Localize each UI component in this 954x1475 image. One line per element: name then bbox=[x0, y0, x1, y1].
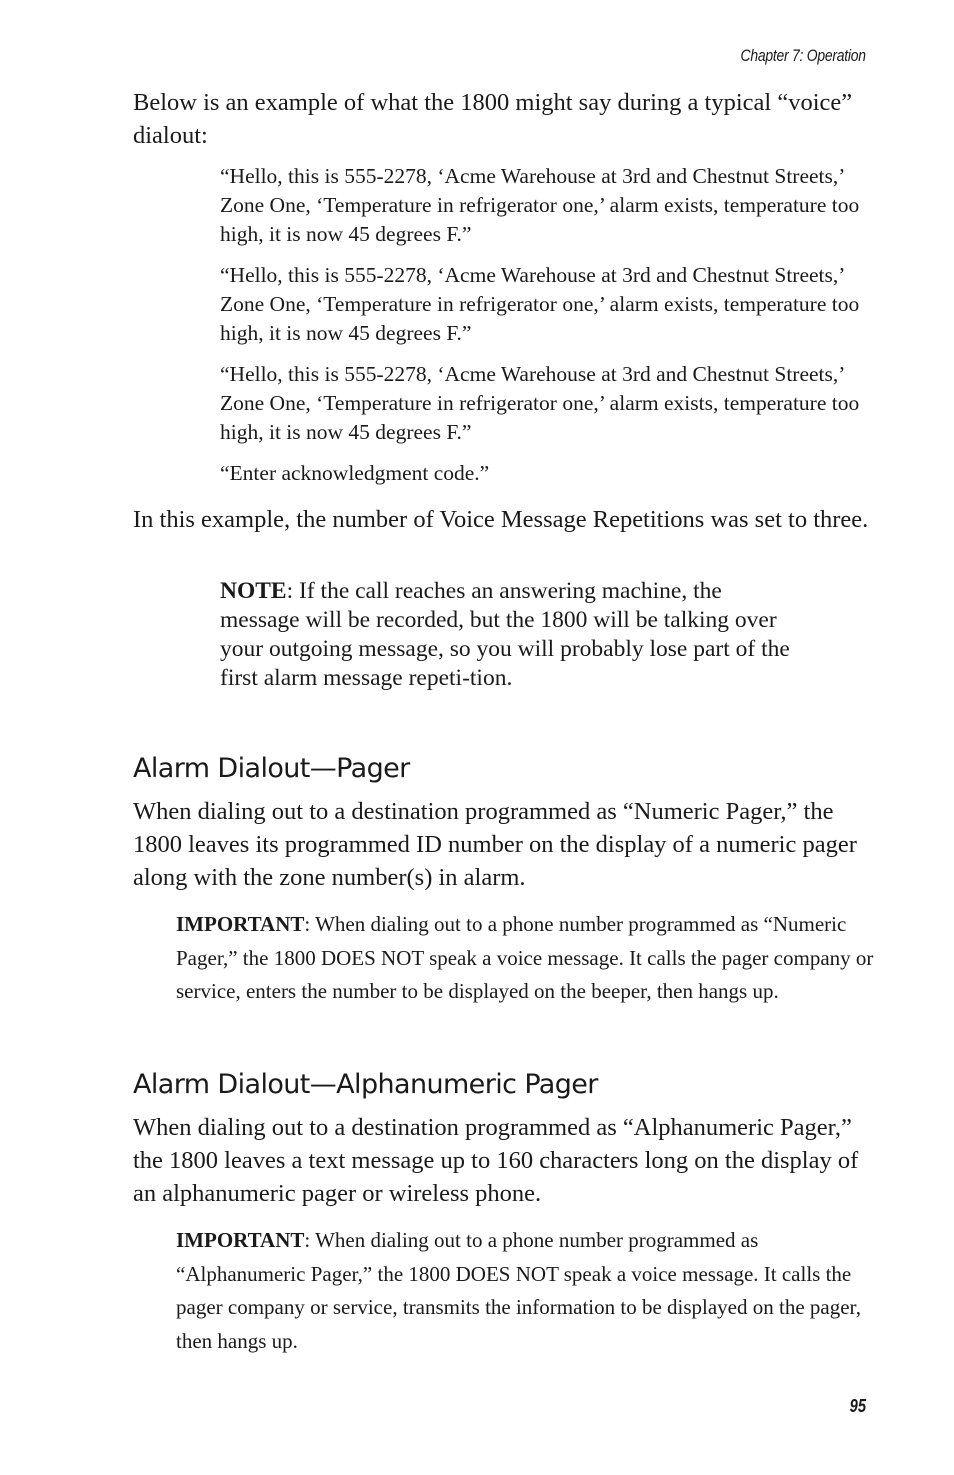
important-label: IMPORTANT bbox=[176, 1228, 305, 1252]
pager-paragraph: When dialing out to a destination programmed as “Numeric Pager,” the 1800 leaves its programmed ID number on the display of a numeric pager along with the zone number(s) in alarm. bbox=[133, 798, 857, 891]
note-block bbox=[220, 577, 790, 693]
voice-quote-1: “Hello, this is 555-2278, ‘Acme Warehouse at 3rd and Chestnut Streets,’ Zone One, ‘Temperature in refrigerator one,’ alarm exists, temperature too high, it is now 45 degrees F.” bbox=[220, 164, 860, 246]
heading-alarm-dialout-alphanumeric-pager: Alarm Dialout—Alphanumeric Pager bbox=[133, 1069, 598, 1100]
important-text: : When dialing out to a phone number programmed as “Alphanumeric Pager,” the 1800 DOES NOT speak a voice message. It calls the pager company or service, transmits the information to be displayed on the pager, then hangs up. bbox=[176, 1228, 861, 1353]
note-label: NOTE bbox=[220, 578, 287, 604]
running-head: Chapter 7: Operation bbox=[740, 46, 866, 65]
alphanumeric-important-block bbox=[176, 1224, 876, 1358]
intro-paragraph: Below is an example of what the 1800 might say during a typical “voice” dialout: bbox=[133, 89, 853, 149]
alphanumeric-paragraph: When dialing out to a destination programmed as “Alphanumeric Pager,” the 1800 leaves a text message up to 160 characters long on the display of an alphanumeric pager or wireless phone. bbox=[133, 1114, 859, 1207]
pager-important-block bbox=[176, 908, 876, 1009]
important-text: : When dialing out to a phone number programmed as “Numeric Pager,” the 1800 DOES NOT speak a voice message. It calls the pager company or service, enters the number to be displayed on the beeper, then hangs up. bbox=[176, 912, 874, 1003]
note-text: : If the call reaches an answering machine, the message will be recorded, but the 1800 will be talking over your outgoing message, so you will probably lose part of the first alarm message repeti-tion. bbox=[220, 578, 790, 691]
voice-quote-2: “Hello, this is 555-2278, ‘Acme Warehouse at 3rd and Chestnut Streets,’ Zone One, ‘Temperature in refrigerator one,’ alarm exists, temperature too high, it is now 45 degrees F.” bbox=[220, 263, 860, 345]
repetitions-paragraph: In this example, the number of Voice Message Repetitions was set to three. bbox=[133, 506, 869, 533]
page-number: 95 bbox=[849, 1396, 866, 1416]
voice-quote-3: “Hello, this is 555-2278, ‘Acme Warehouse at 3rd and Chestnut Streets,’ Zone One, ‘Temperature in refrigerator one,’ alarm exists, temperature too high, it is now 45 degrees F.” bbox=[220, 362, 860, 444]
heading-alarm-dialout-pager: Alarm Dialout—Pager bbox=[133, 753, 410, 784]
important-label: IMPORTANT bbox=[176, 912, 305, 936]
voice-quote-4: “Enter acknowledgment code.” bbox=[220, 461, 490, 485]
